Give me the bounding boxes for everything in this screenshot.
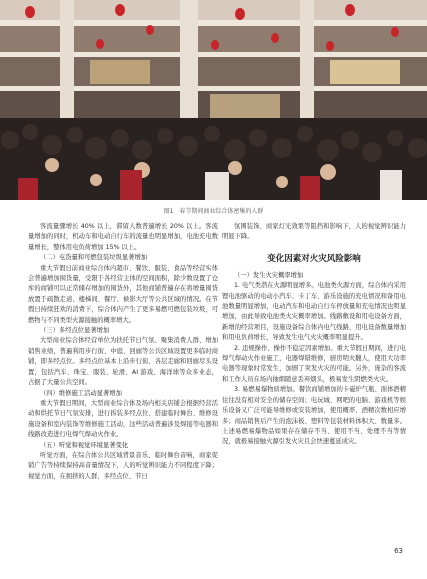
mall-crowd-illustration	[0, 0, 427, 200]
right-column	[222, 222, 406, 448]
section-title: 变化因素对火灾风险影响	[267, 253, 361, 264]
left-column	[28, 222, 218, 482]
paragraph: 2. 违规操作、操作不稳定因素增加。重大节假日期间，进行电焊气焊动火作业施工，电器焊错维修，厨房明火翻人，使用大功率电器等现象时常发生，加剧了突发火灾的可能。另外，庞杂的客流和工作人员在场内抽烟随意丢弃烟头，极易发生阴燃类火灾。	[222, 344, 406, 383]
paragraph: 听觉方面，在综合体公共区域背景音乐、临时舞台音响，商家促销广告等持续保持高音量情况下，人的听觉辨识能力不同程度下降；视觉方面，在拥挤的人群、多经点位、节日	[28, 451, 218, 480]
figure-caption: 图1 春节期间商业综合体密集的人群	[163, 208, 264, 215]
subheading: （五）听觉和视觉环境显著变化	[40, 441, 129, 449]
paragraph: 1. 电气类潜在火源明显增多。电池类火源方面，综合体内采用锂电池驱动的电动小汽车、卡丁车、游乐设施的充电情况和备用电池数量明显增加，电动汽车和电动自行车停放量和充电情况也明显增加，由此导致电池类火灾概率增加。线路敷设和用电设备方面，新增的经营项目，设施设备综合体内电气线路、用电设备数量增加和用电负荷增长，导致发生电气火灾概率明显提升。	[222, 282, 406, 342]
paragraph: 3. 易燃易爆物质增加。餐饮商铺增加的卡磁炉气瓶、面体酒精往往没有相对安全的储存空间；电玩城、网吧的电脑、游戏机等娱乐设备又广泛可能导维修或安装增加，使用概率、酒精次数相应增多；商品销售后产生的泡沫板、塑料等包装材料体积大、数量多。上述易燃易爆物品如果存在储存不当、使用不当、处理不当等情况，就极易接触火源引发火灾且会快速蔓延成灾。	[222, 386, 406, 446]
subheading: （二）屯货量和可燃包装垃圾显著增加	[40, 254, 148, 262]
paragraph: 大型商业综合体经营单位为扶托节日气氛、聚集消费人群、增加销售业绩，普遍利用步行街、中庭、回廊等公共区域设置更多临时商铺，即多经点位。多经点位基本上沿步行街、各层走廊和回廊尽头设置，包括汽车、珠宝、服装、轮滑、AI 游戏、海洋球等众多业态，占据了大量公共空间。	[28, 337, 218, 387]
subheading: （一）发生火灾概率增加	[234, 271, 304, 279]
subheading: （三）多经点位显著增加	[40, 327, 110, 335]
subheading: （四）维修施工活动显著增加	[40, 389, 122, 397]
paragraph: 重大节假日前商业综合体内超市、餐饮、服装、食品等经营实体会普遍增加囤货量，受限于各经营主体的空间面积，除少数设置了仓库的商铺可以正常储存增加的囤货外，其他商铺普遍存在将增量囤货放置于疏散走道、楼梯间、餐厅、候影大厅等公共区域的情况。在节假日持续狂欢的消费下，综合体内产生了更多易燃可燃包装垃圾，可燃物与不同类型火源接触的概率增大。	[28, 264, 218, 324]
page-number: 63	[394, 547, 403, 555]
crowd-photo	[0, 0, 427, 200]
paragraph: 氛围装饰、商家灯光效果等阻挡和影响下，人的视觉辨识能力明显下降。	[222, 223, 406, 241]
paragraph: 客流量骤增长 40% 以上，滞留人数普遍增长 20% 以上。客流量增加的同时，机动车和电动自行车的流量也明显增加，电池充电数量增长，整体用电负荷增加 15% 以上。	[28, 223, 218, 251]
paragraph: 重大节假日期间，大型商业综合体及场内相关店铺会根据经营活动和烘托节日气氛安排，进行拆装多经点位、搭建临时舞台、维修设施设备和室内装饰等维修施工活动，这些活动普遍涉及焊接等电器和线路改造进行电焊气焊动火作业。	[28, 399, 218, 439]
